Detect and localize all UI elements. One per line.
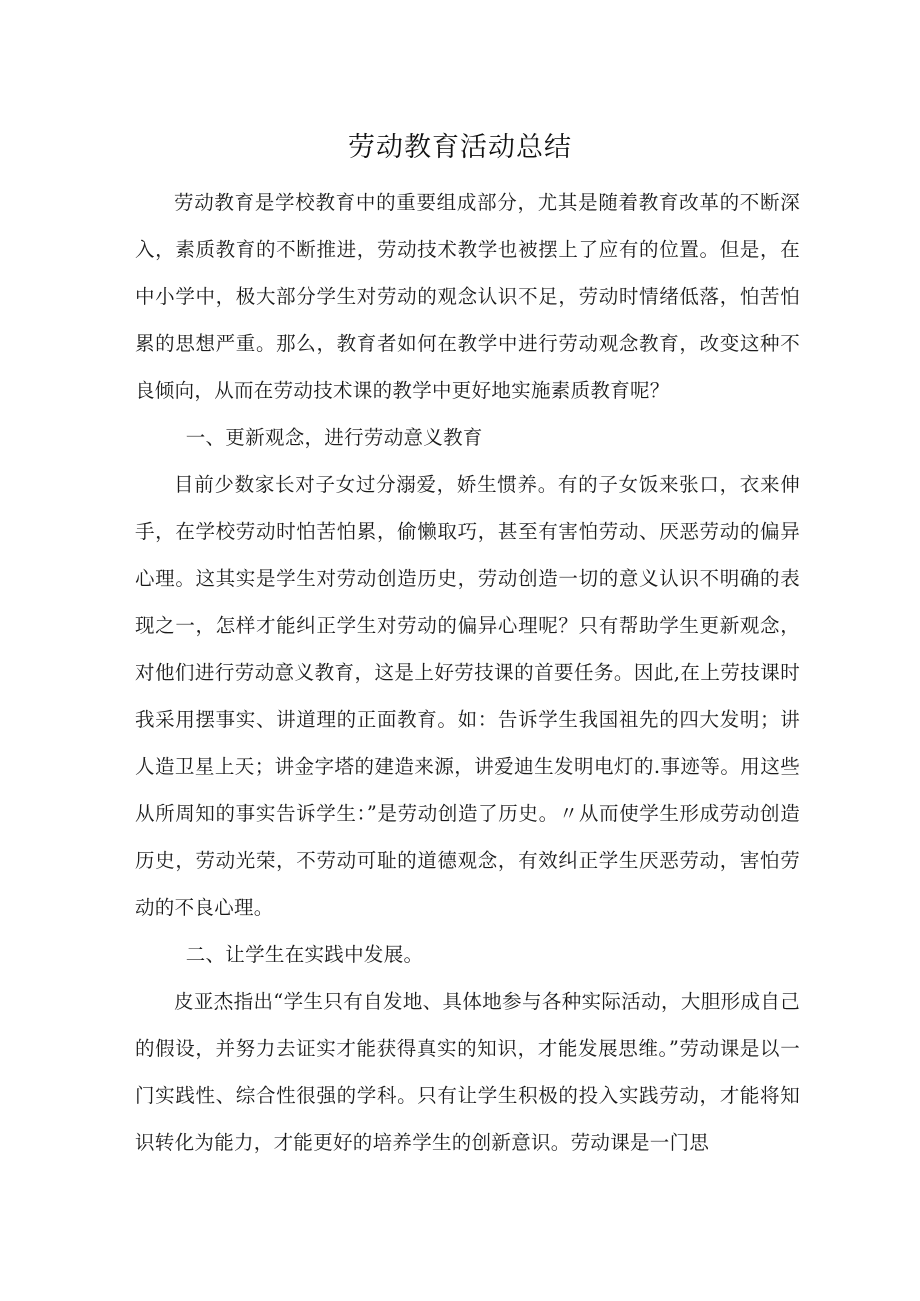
- section-2-paragraph: 皮亚杰指出“学生只有自发地、具体地参与各种实际活动，大胆形成自己的假设，并努力去证实才能获得真实的知识，才能发展思维。”劳动课是以一门实践性、综合性很强的学科。只有让学生积极的投入实践劳动，才能将知识转化为能力，才能更好的培养学生的创新意识。劳动课是一门思: [135, 990, 800, 1154]
- section-heading-2: 二、让学生在实践中发展。: [185, 943, 424, 966]
- section-1-paragraph: 目前少数家长对子女过分溺爱，娇生惯养。有的子女饭来张口，衣来伸手，在学校劳动时怕苦怕累，偷懒取巧，甚至有害怕劳动、厌恶劳动的偏异心理。这其实是学生对劳动创造历史，劳动创造一切的意义认识不明确的表现之一，怎样才能纠正学生对劳动的偏异心理呢？只有帮助学生更新观念，对他们进行劳动意义教育，这是上好劳技课的首要任务。因此,在上劳技课时我采用摆事实、讲道理的正面教育。如：告诉学生我国祖先的四大发明；讲人造卫星上天；讲金字塔的建造来源，讲爱迪生发明电灯的.事迹等。用这些从所周知的事实告诉学生：”是劳动创造了历史。〃从而使学生形成劳动创造历史，劳动光荣，不劳动可耻的道德观念，有效纠正学生厌恶劳动，害怕劳动的不良心理。: [135, 473, 800, 919]
- section-heading-1: 一、更新观念，进行劳动意义教育: [185, 426, 483, 449]
- document-body: [135, 179, 800, 1166]
- intro-paragraph: 劳动教育是学校教育中的重要组成部分，尤其是随着教育改革的不断深入，素质教育的不断推进，劳动技术教学也被摆上了应有的位置。但是，在中小学中，极大部分学生对劳动的观念认识不足，劳动时情绪低落，怕苦怕累的思想严重。那么，教育者如何在教学中进行劳动观念教育，改变这种不良倾向，从而在劳动技术课的教学中更好地实施素质教育呢？: [135, 191, 800, 402]
- document-title: 劳动教育活动总结: [348, 132, 572, 163]
